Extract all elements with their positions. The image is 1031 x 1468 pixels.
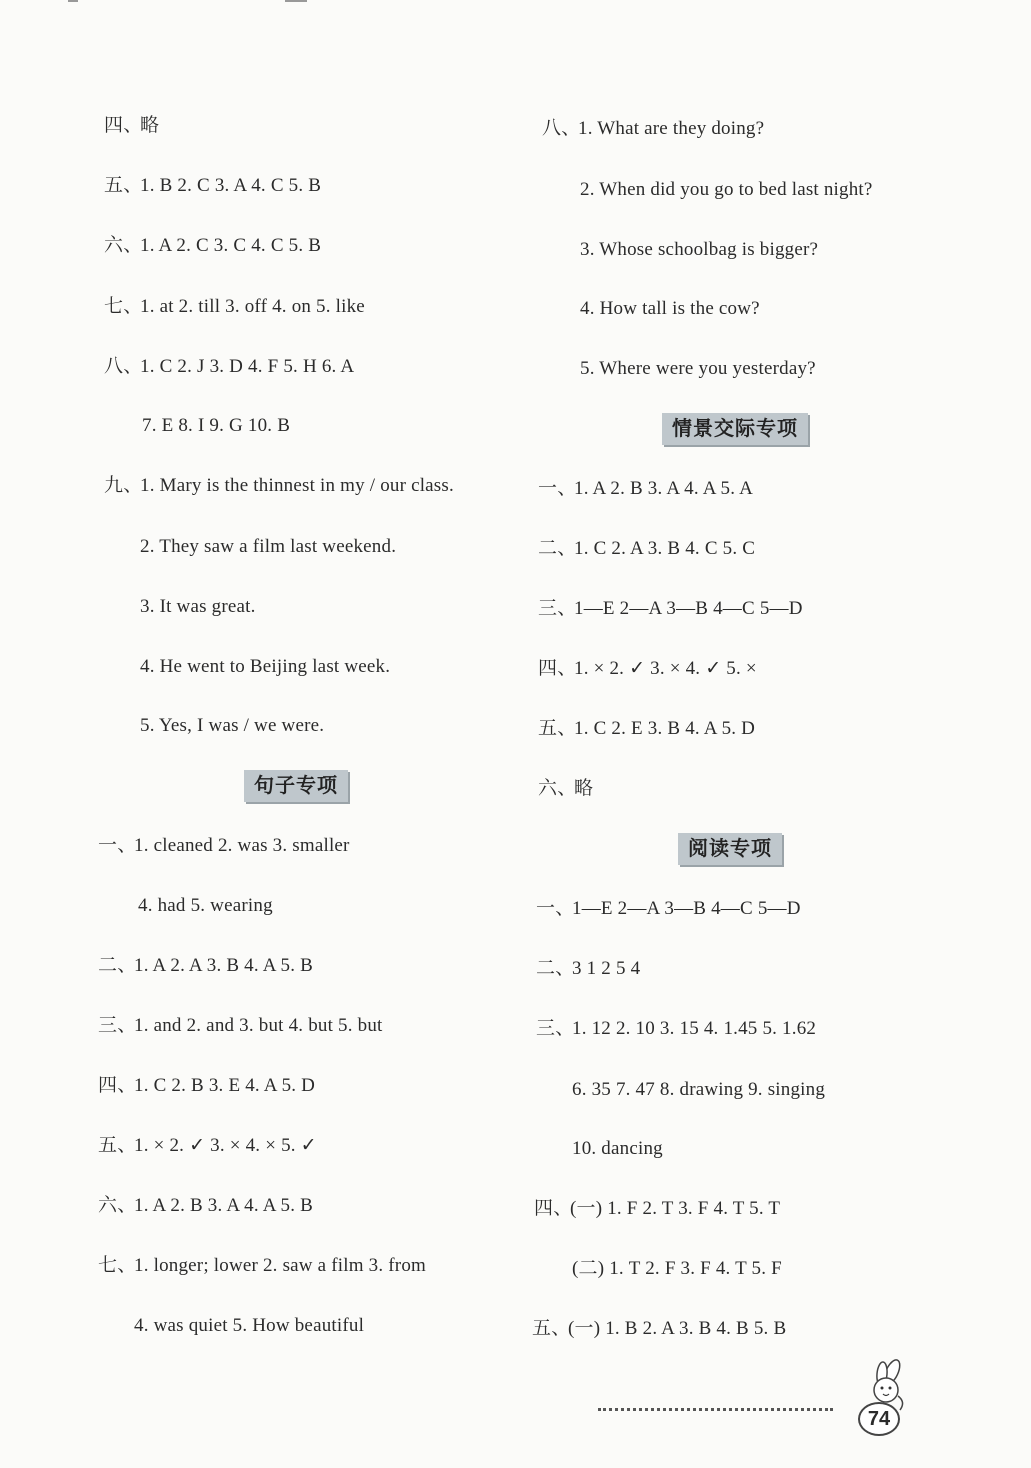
answer-line: [538, 477, 753, 501]
answer-line: [572, 1137, 663, 1161]
answer-line: [580, 357, 816, 381]
answer-text: 1. × 2. ✓ 3. × 4. × 5. ✓: [134, 1135, 317, 1156]
answer-line: [104, 114, 159, 138]
item-label: 五、: [538, 718, 577, 739]
answer-text: 2. When did you go to bed last night?: [580, 179, 873, 200]
answer-text: 7. E 8. I 9. G 10. B: [142, 415, 291, 436]
answer-text: 1. C 2. E 3. B 4. A 5. D: [574, 718, 756, 739]
answer-text: 1. cleaned 2. was 3. smaller: [134, 835, 350, 856]
item-label: 八、: [104, 356, 143, 377]
answer-text: (一) 1. B 2. A 3. B 4. B 5. B: [568, 1318, 787, 1339]
answer-line: [134, 1314, 364, 1338]
answer-line: [104, 355, 354, 379]
answer-line: [580, 238, 818, 262]
answer-text: 1. A 2. B 3. A 4. A 5. A: [574, 478, 754, 499]
answer-line: [104, 234, 321, 258]
answer-line: [140, 714, 324, 738]
answer-line: [140, 655, 390, 679]
item-label: 二、: [536, 958, 575, 979]
answer-line: [98, 1014, 383, 1038]
answer-line: [538, 777, 593, 801]
answer-text: 3 1 2 5 4: [572, 958, 641, 979]
item-label: 五、: [532, 1318, 571, 1339]
answer-text: 1. longer; lower 2. saw a film 3. from: [134, 1255, 427, 1276]
answer-line: [538, 657, 757, 681]
answer-text: 1. C 2. J 3. D 4. F 5. H 6. A: [140, 356, 355, 377]
answer-text: 略: [574, 778, 594, 799]
answer-text: 6. 35 7. 47 8. drawing 9. singing: [572, 1079, 826, 1100]
answer-line: [98, 1134, 317, 1158]
item-label: 七、: [98, 1255, 137, 1276]
answer-text: 2. They saw a film last weekend.: [140, 536, 397, 557]
answer-line: [536, 957, 640, 981]
answer-text: 1. × 2. ✓ 3. × 4. ✓ 5. ×: [574, 658, 757, 679]
answer-text: 4. was quiet 5. How beautiful: [134, 1315, 365, 1336]
answer-line: [140, 595, 256, 619]
answer-line: [104, 174, 321, 198]
section-title-communication: 情景交际专项: [662, 413, 808, 445]
item-label: 六、: [104, 235, 143, 256]
dotted-rule: [598, 1408, 833, 1411]
answer-line: [538, 537, 755, 561]
scan-mark: [285, 0, 307, 2]
item-label: 五、: [104, 175, 143, 196]
answer-line: [98, 834, 350, 858]
answer-text: 10. dancing: [572, 1138, 663, 1159]
answer-line: [98, 954, 313, 978]
answer-text: 3. Whose schoolbag is bigger?: [580, 239, 819, 260]
answer-text: 5. Yes, I was / we were.: [140, 715, 325, 736]
answer-text: 1—E 2—A 3—B 4—C 5—D: [572, 898, 801, 919]
answer-line: [580, 297, 760, 321]
item-label: 四、: [98, 1075, 137, 1096]
item-label: 三、: [536, 1018, 575, 1039]
section-title-reading: 阅读专项: [678, 833, 782, 865]
item-label: 八、: [542, 118, 581, 139]
answer-text: 4. How tall is the cow?: [580, 298, 760, 319]
answer-text: 1. A 2. A 3. B 4. A 5. B: [134, 955, 314, 976]
item-label: 一、: [98, 835, 137, 856]
answer-text: 1. What are they doing?: [578, 118, 765, 139]
answer-text: 1. and 2. and 3. but 4. but 5. but: [134, 1015, 383, 1036]
answer-line: [536, 1017, 816, 1041]
item-label: 三、: [538, 598, 577, 619]
item-label: 九、: [104, 475, 143, 496]
answer-text: 1. C 2. B 3. E 4. A 5. D: [134, 1075, 316, 1096]
answer-text: 4. had 5. wearing: [138, 895, 273, 916]
answer-text: 1. A 2. C 3. C 4. C 5. B: [140, 235, 322, 256]
answer-line: [534, 1197, 780, 1221]
item-label: 四、: [538, 658, 577, 679]
item-label: 二、: [538, 538, 577, 559]
answer-text: 1. Mary is the thinnest in my / our class.: [140, 475, 454, 496]
answer-text: 1. A 2. B 3. A 4. A 5. B: [134, 1195, 314, 1216]
item-label: 二、: [98, 955, 137, 976]
answer-line: [538, 597, 803, 621]
answer-text: 1. B 2. C 3. A 4. C 5. B: [140, 175, 322, 196]
item-label: 五、: [98, 1135, 137, 1156]
answer-line: [98, 1074, 315, 1098]
answer-text: (一) 1. F 2. T 3. F 4. T 5. T: [570, 1198, 781, 1219]
answer-line: [572, 1257, 782, 1281]
answer-text: (二) 1. T 2. F 3. F 4. T 5. F: [572, 1258, 782, 1279]
item-label: 一、: [536, 898, 575, 919]
item-label: 一、: [538, 478, 577, 499]
answer-line: [98, 1194, 313, 1218]
answer-text: 略: [140, 115, 160, 136]
item-label: 七、: [104, 296, 143, 317]
item-label: 四、: [534, 1198, 573, 1219]
item-label: 六、: [98, 1195, 137, 1216]
answer-text: 3. It was great.: [140, 596, 256, 617]
answer-line: [572, 1078, 825, 1102]
answer-line: [104, 295, 365, 319]
scan-mark: [68, 0, 78, 2]
answer-line: [538, 717, 755, 741]
answer-line: [138, 894, 273, 918]
answer-line: [536, 897, 801, 921]
answer-line: [532, 1317, 786, 1341]
answer-text: 1. C 2. A 3. B 4. C 5. C: [574, 538, 756, 559]
section-title-sentences: 句子专项: [244, 770, 348, 802]
answer-line: [140, 535, 396, 559]
answer-text: 1. at 2. till 3. off 4. on 5. like: [140, 296, 365, 317]
item-label: 四、: [104, 115, 143, 136]
answer-text: 4. He went to Beijing last week.: [140, 656, 391, 677]
answer-line: [104, 474, 454, 498]
answer-text: 1—E 2—A 3—B 4—C 5—D: [574, 598, 803, 619]
answer-line: [98, 1254, 426, 1278]
answer-line: [542, 117, 764, 141]
page-number: 74: [858, 1402, 900, 1436]
answer-line: [580, 178, 873, 202]
answer-text: 1. 12 2. 10 3. 15 4. 1.45 5. 1.62: [572, 1018, 817, 1039]
item-label: 六、: [538, 778, 577, 799]
item-label: 三、: [98, 1015, 137, 1036]
answer-line: [142, 414, 290, 438]
answer-text: 5. Where were you yesterday?: [580, 358, 816, 379]
